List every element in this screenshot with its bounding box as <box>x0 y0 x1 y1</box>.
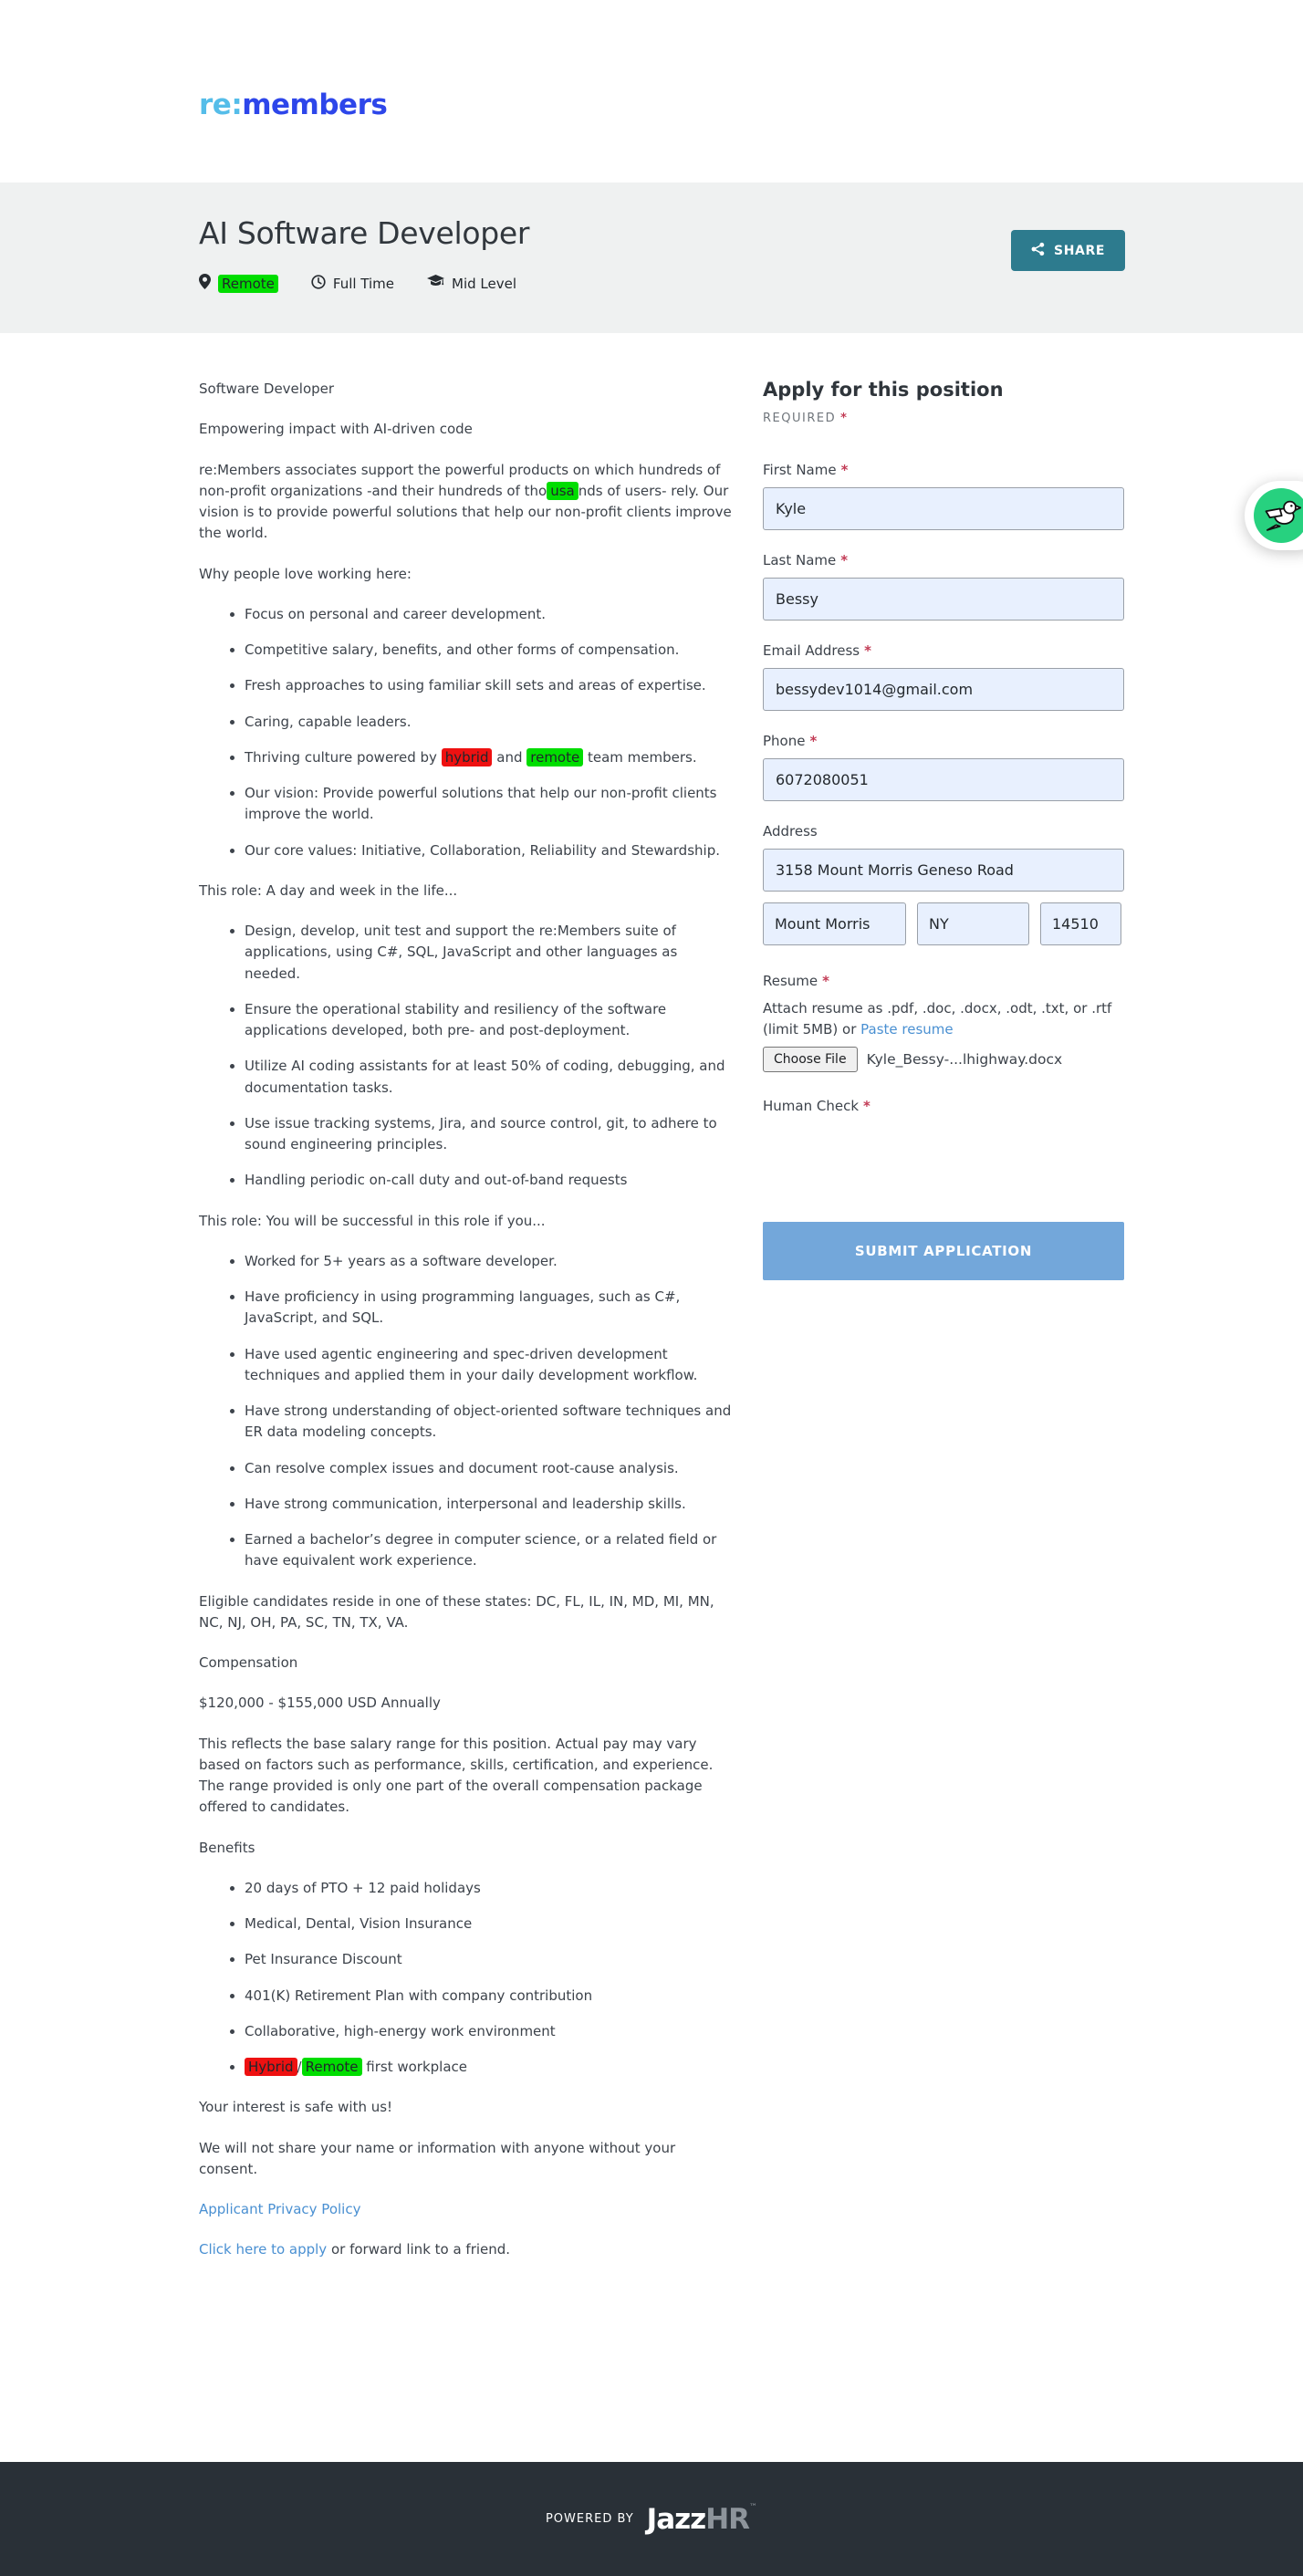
list-item: • 20 days of PTO + 12 paid holidays <box>245 1878 737 1899</box>
compensation-note: This reflects the base salary range for this position. Actual pay may vary based on factors such as performance, skills, certification, and experience. The range provided is only one part of the overall compensation package offered to candidates. <box>199 1735 714 1816</box>
label-text: Resume <box>763 973 818 989</box>
intro-tagline: Empowering impact with AI-driven code <box>199 421 473 438</box>
eligible-states: Eligible candidates reside in one of these states: DC, FL, IL, IN, MD, MI, MN, NC, NJ, OH, PA, SC, TN, TX, VA. <box>199 1592 714 1631</box>
label-text: Last Name <box>763 552 837 568</box>
resume-file-row <box>763 1047 1124 1072</box>
email-field-group <box>763 642 1124 711</box>
list-item: • Earned a bachelor’s degree in computer science, or a related field or have equivalent work experience. <box>245 1529 737 1572</box>
human-check-field-group <box>763 1098 1124 1114</box>
label-text: Email Address <box>763 642 860 659</box>
required-asterisk: * <box>840 462 849 478</box>
phone-field-group <box>763 733 1124 801</box>
email-label <box>763 642 1124 659</box>
about-text: re:Members associates support the powerful products on which hundreds of non-profit organizations -and their hundreds of tho <box>199 461 721 499</box>
why-heading: Why people love working here: <box>199 565 412 582</box>
item-text: team members. <box>583 748 697 766</box>
list-item: • Design, develop, unit test and support the re:Members suite of applications, using C#, SQL, JavaScript and other languages as needed. <box>245 921 737 985</box>
share-button[interactable] <box>1011 230 1125 271</box>
address-input[interactable] <box>763 849 1124 892</box>
intro-role: Software Developer <box>199 381 335 397</box>
item-highlight-red: hybrid <box>442 748 493 767</box>
logo-suffix: members <box>242 89 388 121</box>
location-pin-icon <box>199 274 211 293</box>
about-highlight-green: usa <box>547 482 579 500</box>
required-asterisk: * <box>863 1098 870 1114</box>
safe-heading: Your interest is safe with us! <box>199 2099 393 2116</box>
first-name-input[interactable] <box>763 487 1124 530</box>
job-description <box>199 379 737 2280</box>
powered-by-label: POWERED BY <box>545 2512 634 2526</box>
address-label <box>763 823 1124 840</box>
state-input[interactable] <box>917 902 1029 945</box>
list-item: • Competitive salary, benefits, and other forms of compensation. <box>245 640 737 661</box>
address-field-group <box>763 823 1124 892</box>
resume-note-text: Attach resume as .pdf, .doc, .docx, .odt, .txt, or .rtf (limit 5MB) or <box>763 1000 1112 1038</box>
job-header-left <box>199 215 529 293</box>
apply-suffix-text: or forward link to a friend. <box>327 2241 511 2258</box>
list-item: • Handling periodic on-call duty and out-of-band requests <box>245 1170 737 1191</box>
success-heading: This role: You will be successful in this role if you... <box>199 1212 546 1229</box>
meta-employment-type <box>311 275 394 293</box>
label-text: Phone <box>763 733 806 749</box>
list-item: • Medical, Dental, Vision Insurance <box>245 1914 737 1935</box>
item-text: / <box>297 2059 302 2075</box>
zip-input[interactable] <box>1040 902 1121 945</box>
list-item: • Our vision: Provide powerful solutions that help our non-profit clients improve the world. <box>245 783 737 826</box>
list-item: • Caring, capable leaders. <box>245 712 737 733</box>
share-button-label: SHARE <box>1054 243 1105 258</box>
paste-resume-link[interactable]: Paste resume <box>860 1020 954 1038</box>
submit-application-button[interactable]: SUBMIT APPLICATION <box>763 1222 1124 1280</box>
label-text: Address <box>763 823 818 840</box>
about-text-post: nds of users- rely. Our vision is to provide powerful solutions that help our non-profit clients improve the world. <box>199 482 732 542</box>
item-text: and <box>492 748 527 766</box>
list-item: • Ensure the operational stability and resiliency of the software applications developed, both pre- and post-deployment. <box>245 999 737 1042</box>
logo-prefix: re: <box>199 89 243 121</box>
clock-icon <box>311 275 326 293</box>
item-highlight-green: Remote <box>302 2058 362 2076</box>
city-input[interactable] <box>763 902 906 945</box>
item-highlight-green: remote <box>526 748 583 767</box>
last-name-input[interactable] <box>763 578 1124 621</box>
top-bar <box>0 0 1303 183</box>
job-meta-row <box>199 274 529 293</box>
list-item: • 401(K) Retirement Plan with company contribution <box>245 1986 737 2007</box>
list-item: • Have strong communication, interpersonal and leadership skills. <box>245 1494 737 1515</box>
phone-input[interactable] <box>763 758 1124 801</box>
meta-employment-type-label: Full Time <box>332 275 395 292</box>
list-item: • Fresh approaches to using familiar skill sets and areas of expertise. <box>245 675 737 696</box>
last-name-label <box>763 552 1124 568</box>
list-item: • Can resolve complex issues and document root-cause analysis. <box>245 1458 737 1479</box>
privacy-policy-paragraph <box>199 2199 737 2220</box>
about-paragraph <box>199 460 737 545</box>
first-name-label <box>763 462 1124 478</box>
privacy-policy-link[interactable]: Applicant Privacy Policy <box>199 2201 361 2217</box>
list-item: • Have proficiency in using programming languages, such as C#, JavaScript, and SQL. <box>245 1287 737 1330</box>
required-asterisk: * <box>840 552 849 568</box>
why-list <box>199 604 737 861</box>
meta-experience-level-label: Mid Level <box>452 275 517 292</box>
list-item: • Worked for 5+ years as a software developer. <box>245 1251 737 1272</box>
job-header <box>0 183 1303 333</box>
page-footer <box>0 2462 1303 2576</box>
compensation-range: $120,000 - $155,000 USD Annually <box>199 1695 441 1712</box>
city-state-zip-row <box>763 902 1124 945</box>
meta-location <box>199 274 278 293</box>
resume-label <box>763 973 1124 989</box>
list-item: • Have strong understanding of object-oriented software techniques and ER data modeling concepts. <box>245 1401 737 1444</box>
required-asterisk: * <box>822 973 829 989</box>
email-input[interactable] <box>763 668 1124 711</box>
resume-note <box>763 998 1124 1039</box>
meta-experience-level <box>427 275 516 292</box>
item-highlight-red: Hybrid <box>245 2058 297 2076</box>
compensation-heading: Compensation <box>199 1654 298 1671</box>
safe-note: We will not share your name or information with anyone without your consent. <box>199 2139 676 2177</box>
list-item: • Utilize AI coding assistants for at least 50% of coding, debugging, and documentation tasks. <box>245 1056 737 1099</box>
required-asterisk: * <box>840 412 849 425</box>
required-asterisk: * <box>809 733 818 749</box>
first-name-field-group <box>763 462 1124 530</box>
label-text: Human Check <box>763 1098 860 1114</box>
item-text: Thriving culture powered by <box>245 748 442 766</box>
main-content <box>0 333 1303 2462</box>
jazzhr-logo-jazz: Jazz <box>646 2502 706 2536</box>
list-item: • Collaborative, high-energy work environment <box>245 2021 737 2042</box>
share-nodes-icon <box>1031 242 1045 260</box>
bird-icon <box>1261 494 1301 537</box>
jazzhr-logo <box>647 2503 757 2536</box>
resume-field-group <box>763 973 1124 1072</box>
application-form <box>763 379 1124 1280</box>
human-check-label <box>763 1098 870 1114</box>
required-label: REQUIRED <box>763 412 837 425</box>
graduation-cap-icon <box>427 275 444 292</box>
item-text: first workplace <box>361 2059 468 2075</box>
day-list <box>199 921 737 1192</box>
job-title: AI Software Developer <box>199 215 530 251</box>
remembers-logo[interactable] <box>0 0 387 121</box>
list-item <box>245 2057 737 2078</box>
list-item: • Pet Insurance Discount <box>245 1949 737 1970</box>
form-title: Apply for this position <box>763 379 1004 401</box>
trademark-symbol: ™ <box>749 2502 758 2512</box>
required-note <box>763 412 1124 425</box>
phone-label <box>763 733 1124 749</box>
label-text: First Name <box>763 462 837 478</box>
day-heading: This role: A day and week in the life... <box>199 881 458 899</box>
list-item: • Use issue tracking systems, Jira, and source control, git, to adhere to sound engineering principles. <box>245 1113 737 1156</box>
last-name-field-group <box>763 552 1124 621</box>
meta-location-label: Remote <box>218 275 278 293</box>
list-item: • Our core values: Initiative, Collaboration, Reliability and Stewardship. <box>245 840 737 861</box>
resume-file-name: Kyle_Bessy-...lhighway.docx <box>866 1051 1063 1068</box>
assistant-widget-circle <box>1254 488 1303 543</box>
benefits-list <box>199 1878 737 2079</box>
jazzhr-logo-hr: HR <box>705 2502 750 2536</box>
success-list <box>199 1251 737 1572</box>
list-item: • Have used agentic engineering and spec-driven development techniques and applied them in your daily development workflow. <box>245 1344 737 1387</box>
click-to-apply-link[interactable]: Click here to apply <box>199 2241 328 2258</box>
choose-file-button[interactable]: Choose File <box>763 1047 858 1072</box>
list-item: • Focus on personal and career development. <box>245 604 737 625</box>
apply-link-paragraph <box>199 2239 737 2260</box>
benefits-heading: Benefits <box>199 1839 255 1856</box>
list-item <box>245 747 737 768</box>
required-asterisk: * <box>864 642 871 659</box>
